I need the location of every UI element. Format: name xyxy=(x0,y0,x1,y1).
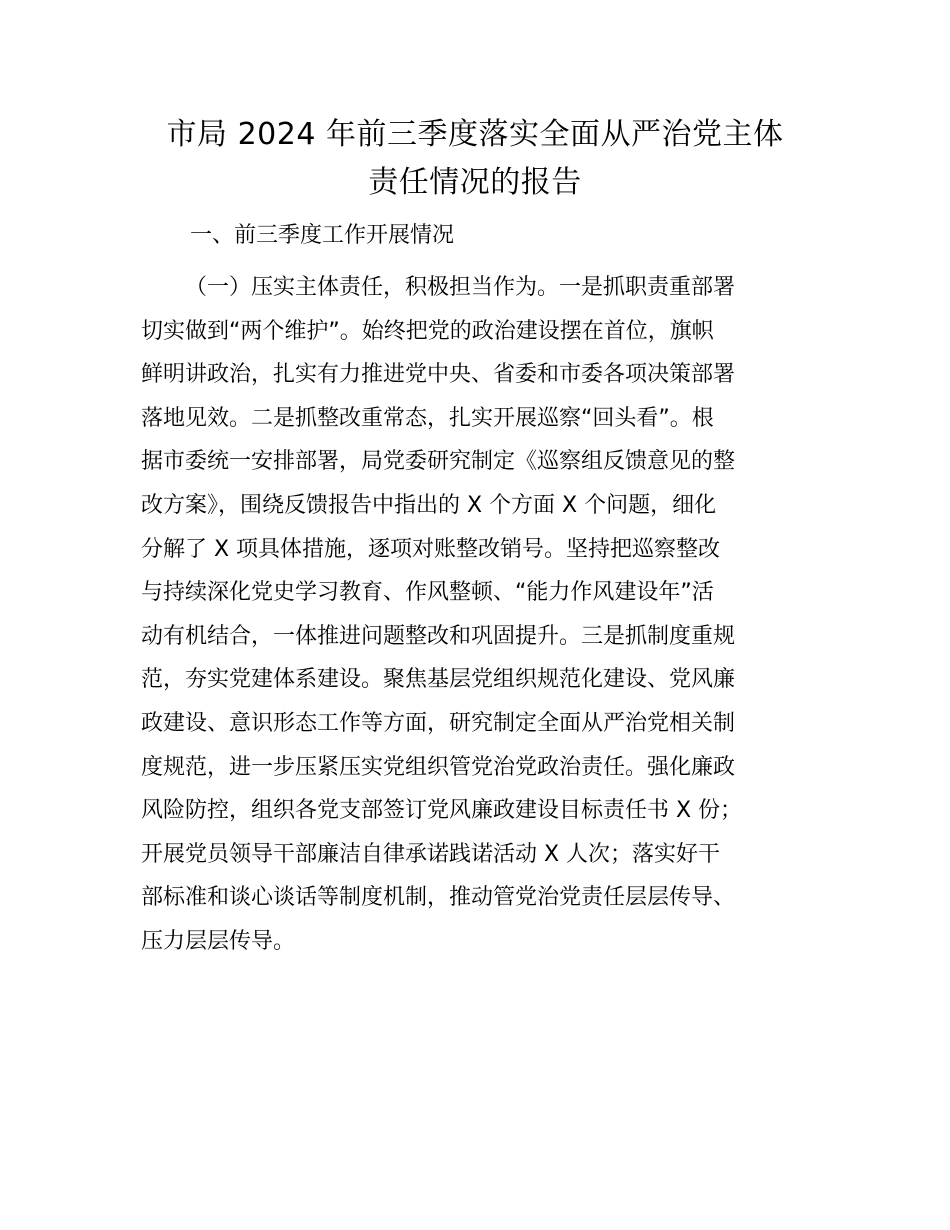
paragraph-line: 部标准和谈心谈话等制度机制，推动管党治党责任层层传导、 xyxy=(141,885,736,911)
paragraph-line: 开展党员领导干部廉洁自律承诺践诺活动 X 人次；落实好干 xyxy=(141,841,721,867)
paragraph-line: 落地见效。二是抓整改重常态，扎实开展巡察“回头看”。根 xyxy=(141,405,714,431)
title-line-1: 市局 2024 年前三季度落实全面从严治党主体 xyxy=(166,117,784,152)
paragraph-line: 据市委统一安排部署，局党委研究制定《巡察组反馈意见的整 xyxy=(141,449,736,475)
paragraph-line: 与持续深化党史学习教育、作风整顿、“能力作风建设年”活 xyxy=(141,580,714,606)
paragraph-line: 政建设、意识形态工作等方面，研究制定全面从严治党相关制 xyxy=(141,710,736,736)
paragraph-line: 压力层层传导。 xyxy=(141,928,296,954)
paragraph-line: 度规范，进一步压紧压实党组织管党治党政治责任。强化廉政 xyxy=(141,754,736,780)
paragraph-line: 范，夯实党建体系建设。聚焦基层党组织规范化建设、党风廉 xyxy=(141,667,736,693)
paragraph-line: 动有机结合，一体推进问题整改和巩固提升。三是抓制度重规 xyxy=(141,623,736,649)
paragraph-line: 分解了 X 项具体措施，逐项对账整改销号。坚持把巡察整改 xyxy=(141,536,721,562)
paragraph-line: 鲜明讲政治，扎实有力推进党中央、省委和市委各项决策部署 xyxy=(141,362,736,388)
section-heading: 一、前三季度工作开展情况 xyxy=(190,223,455,248)
paragraph-line: 风险防控，组织各党支部签订党风廉政建设目标责任书 X 份； xyxy=(141,798,743,824)
title-line-2: 责任情况的报告 xyxy=(368,165,582,200)
paragraph-line: 切实做到“两个维护”。始终把党的政治建设摆在首位，旗帜 xyxy=(141,318,714,344)
paragraph-line: （一）压实主体责任，积极担当作为。一是抓职责重部署 xyxy=(185,275,736,300)
body-paragraph xyxy=(141,266,821,964)
document-title xyxy=(100,111,850,207)
paragraph-line: 改方案》，围绕反馈报告中指出的 X 个方面 X 个问题，细化 xyxy=(141,492,717,518)
